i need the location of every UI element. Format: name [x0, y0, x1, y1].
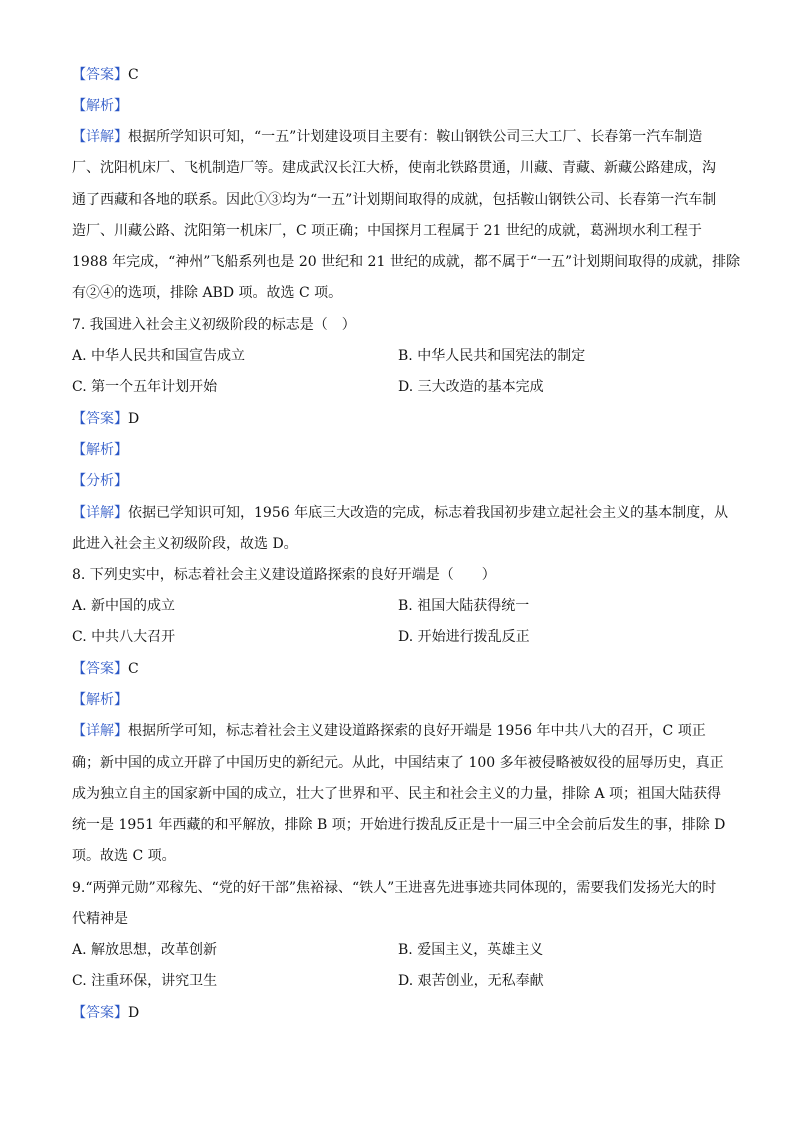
q7-fenxi-label: 【分析】: [72, 473, 128, 489]
q7-option-d: D. 三大改造的基本完成: [398, 379, 544, 395]
q7-analysis-label: 【解析】: [72, 442, 128, 458]
q7-stem: 7. 我国进入社会主义初级阶段的标志是（ ）: [72, 317, 356, 333]
q6-detail-line-6: 有②④的选项，排除 ABD 项。故选 C 项。: [72, 285, 343, 301]
q8-answer-value: C: [128, 661, 139, 677]
q6-detail-line-2: 厂、沈阳机床厂、飞机制造厂等。建成武汉长江大桥，使南北铁路贯通，川藏、青藏、新藏公路建成，沟: [72, 160, 716, 176]
q9-answer-value: D: [128, 1005, 140, 1021]
q7-answer-row: 【答案】D: [72, 411, 140, 427]
q8-detail-line-1: 【详解】根据所学可知，标志着社会主义建设道路探索的良好开端是 1956 年中共八大的召开，C 项正: [72, 723, 706, 739]
q8-detail-line-5: 项。故选 C 项。: [72, 848, 176, 864]
q6-answer-value: C: [128, 67, 139, 83]
q8-stem: 8. 下列史实中，标志着社会主义建设道路探索的良好开端是（ ）: [72, 567, 496, 583]
q9-option-b: B. 爱国主义，英雄主义: [398, 942, 544, 958]
q9-stem-line-1: 9.“两弹元勋”邓稼先、“党的好干部”焦裕禄、“铁人”王进喜先进事迹共同体现的，需要我们发扬光大的时: [72, 880, 717, 896]
q7-option-b: B. 中华人民共和国宪法的制定: [398, 348, 586, 364]
q6-detail-line-5: 1988 年完成，“神州”飞船系列也是 20 世纪和 21 世纪的成就，都不属于“一五”计划期间取得的成就，排除: [72, 254, 741, 270]
q7-option-c: C. 第一个五年计划开始: [72, 379, 218, 395]
q7-detail-line-1: 【详解】依据已学知识可知，1956 年底三大改造的完成，标志着我国初步建立起社会主义的基本制度，从: [72, 505, 729, 521]
q6-detail-line-3: 通了西藏和各地的联系。因此①③均为“一五”计划期间取得的成就，包括鞍山钢铁公司、长春第一汽车制: [72, 192, 717, 208]
q9-option-a: A. 解放思想，改革创新: [72, 942, 218, 958]
q8-option-c: C. 中共八大召开: [72, 629, 176, 645]
q6-detail-line-1: 【详解】根据所学知识可知，“一五”计划建设项目主要有：鞍山钢铁公司三大工厂、长春第一汽车制造: [72, 129, 703, 145]
q6-analysis-label: 【解析】: [72, 98, 128, 114]
q8-answer-row: 【答案】C: [72, 661, 139, 677]
answer-label: 【答案】: [72, 67, 128, 83]
q6-answer-row: [72, 65, 139, 85]
q6-detail-line-4: 造厂、川藏公路、沈阳第一机床厂，C 项正确；中国探月工程属于 21 世纪的成就，葛洲坝水利工程于: [72, 223, 702, 239]
q8-option-b: B. 祖国大陆获得统一: [398, 598, 530, 614]
q9-stem-line-2: 代精神是: [72, 911, 128, 927]
q7-answer-value: D: [128, 411, 140, 427]
q8-option-a: A. 新中国的成立: [72, 598, 176, 614]
detail-label: 【详解】: [72, 129, 128, 145]
q8-option-d: D. 开始进行拨乱反正: [398, 629, 530, 645]
q9-option-c: C. 注重环保，讲究卫生: [72, 973, 218, 989]
q8-detail-line-4: 统一是 1951 年西藏的和平解放，排除 B 项；开始进行拨乱反正是十一届三中全会前后发生的事，排除 D: [72, 817, 726, 833]
q7-detail-line-2: 此进入社会主义初级阶段，故选 D。: [72, 536, 298, 552]
q8-detail-line-3: 成为独立自主的国家新中国的成立，壮大了世界和平、民主和社会主义的力量，排除 A 项；祖国大陆获得: [72, 786, 722, 802]
q9-option-d: D. 艰苦创业，无私奉献: [398, 973, 544, 989]
q8-analysis-label: 【解析】: [72, 692, 128, 708]
q7-option-a: A. 中华人民共和国宣告成立: [72, 348, 246, 364]
q9-answer-row: 【答案】D: [72, 1005, 140, 1021]
q8-detail-line-2: 确；新中国的成立开辟了中国历史的新纪元。从此，中国结束了 100 多年被侵略被奴役的屈辱历史，真正: [72, 755, 724, 771]
